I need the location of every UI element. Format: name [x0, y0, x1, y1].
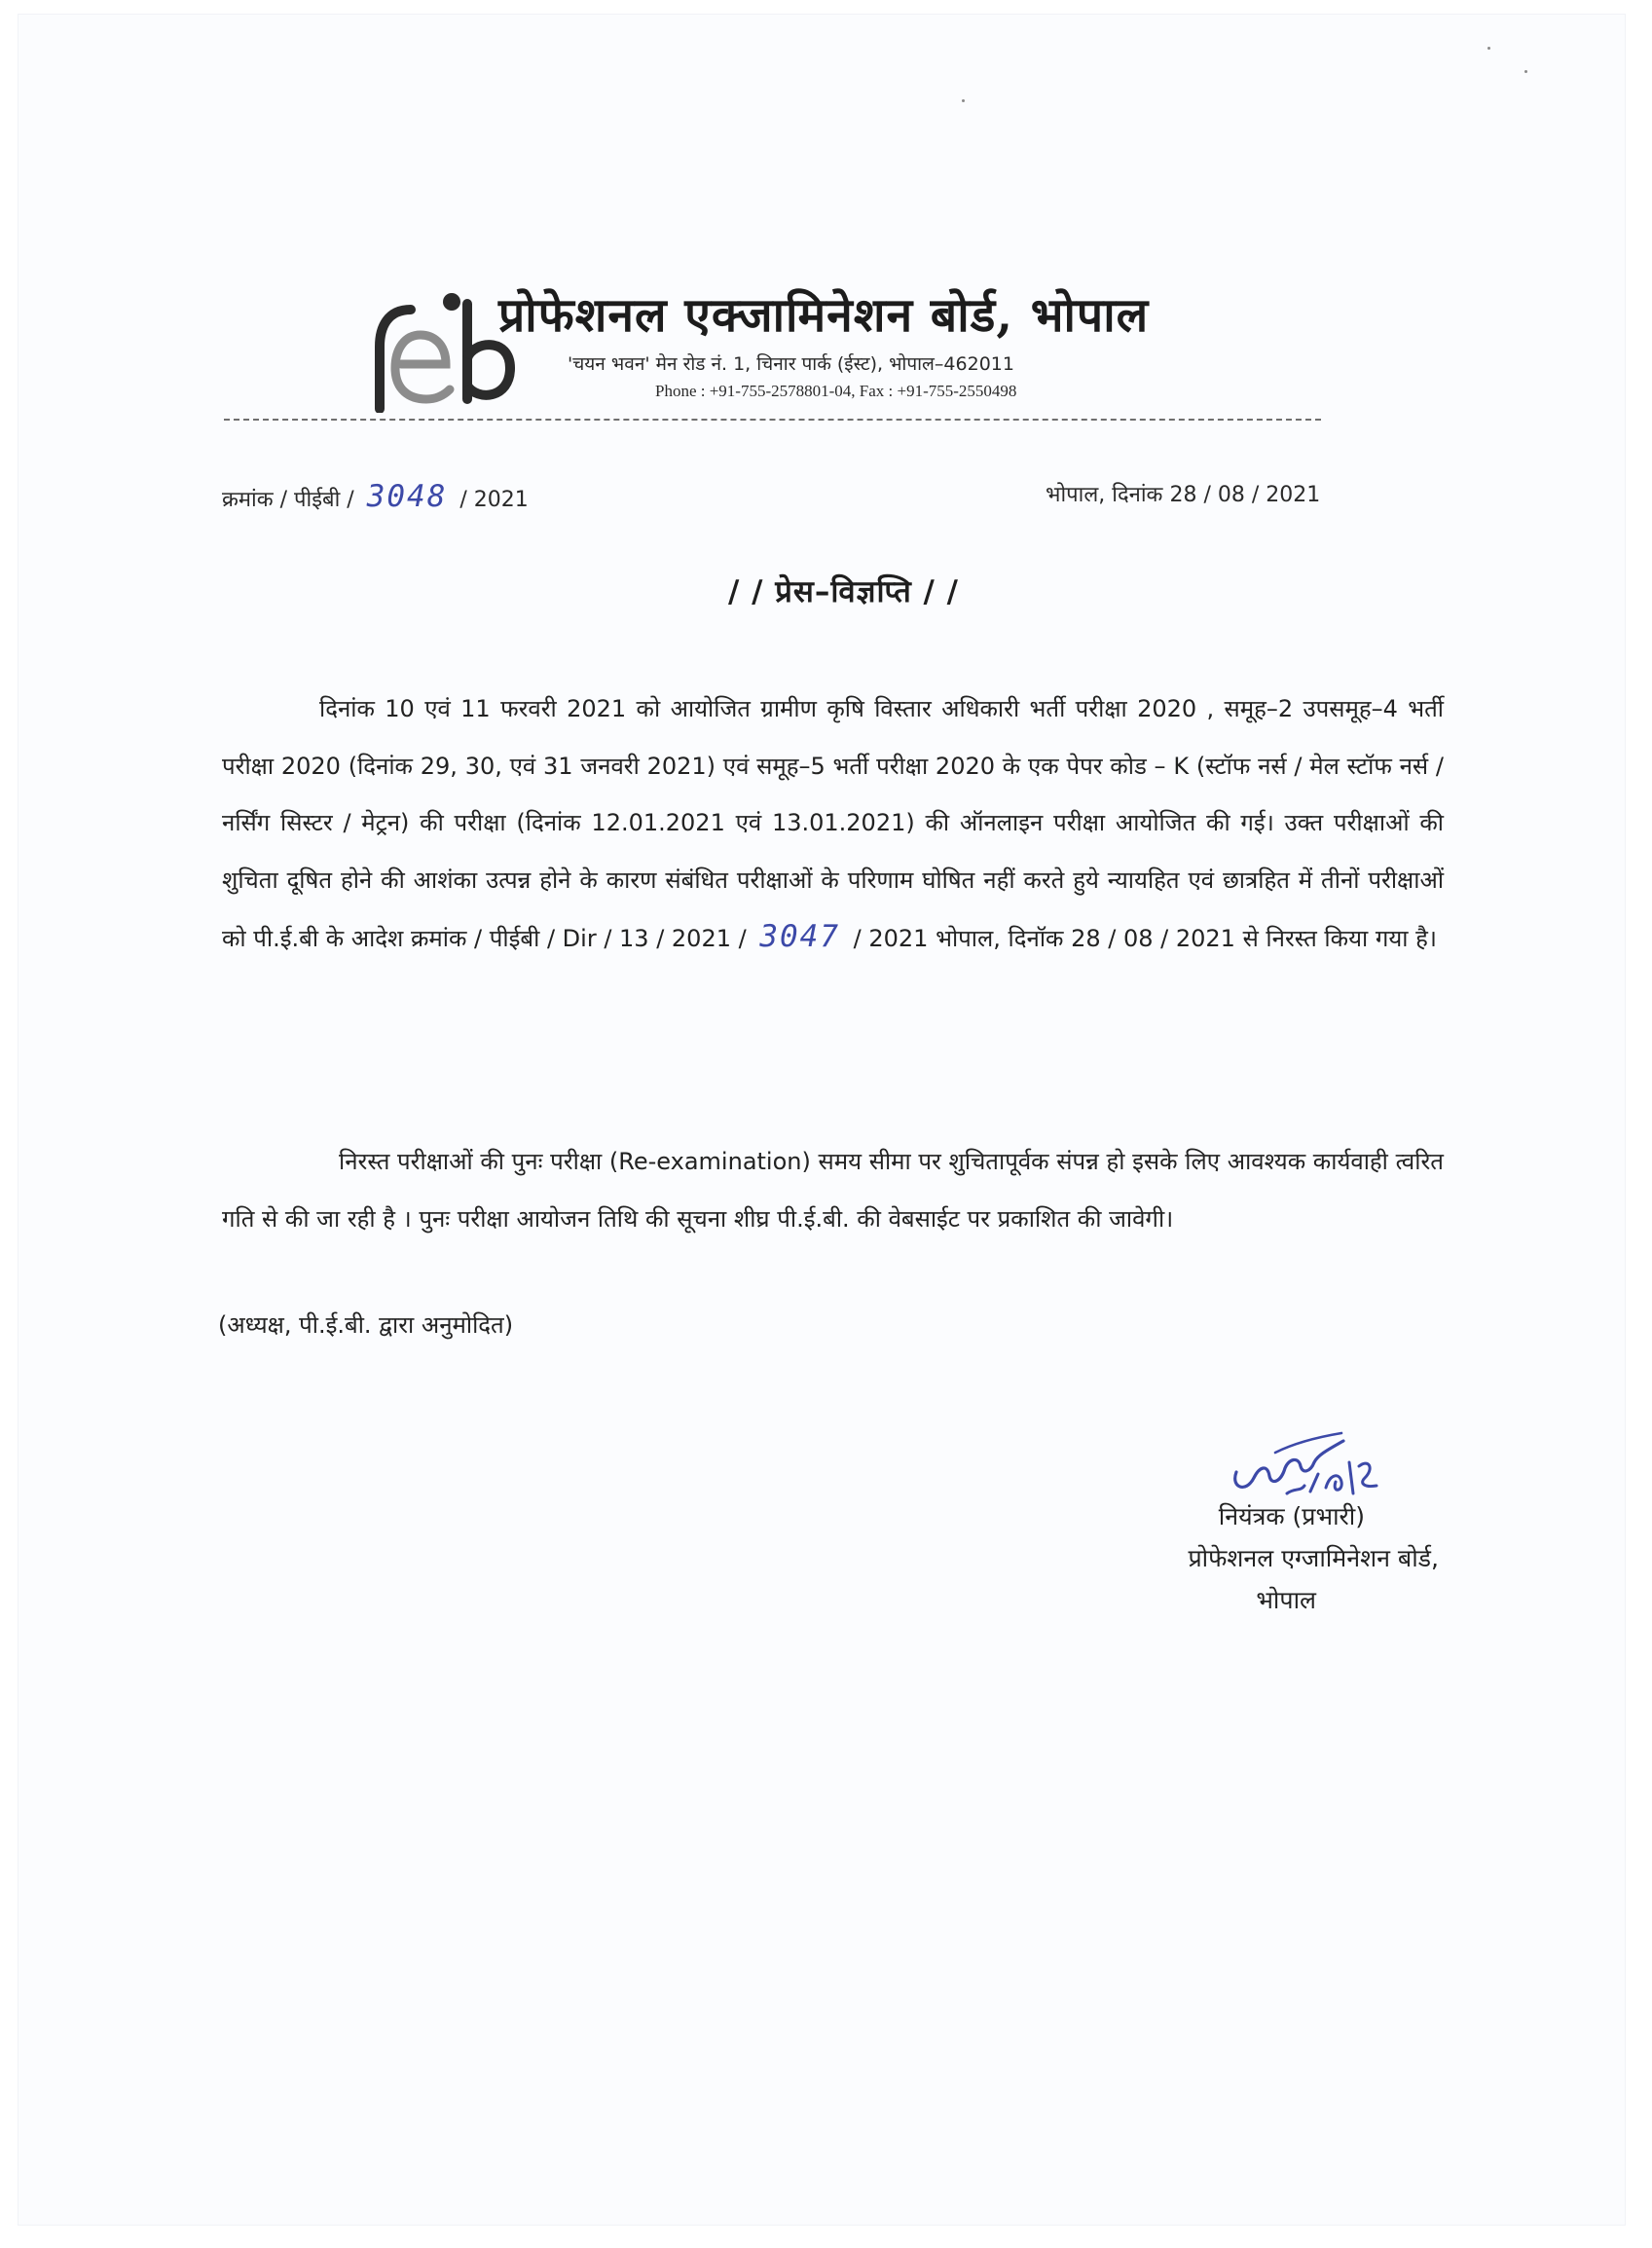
org-address: 'चयन भवन' मेन रोड नं. 1, चिनार पार्क (ईस्ट), भोपाल–462011	[568, 353, 1014, 375]
approval-note: (अध्यक्ष, पी.ई.बी. द्वारा अनुमोदित)	[218, 1311, 514, 1339]
scan-speck	[1524, 70, 1527, 73]
scan-speck	[962, 99, 965, 102]
signatory-org: प्रोफेशनल एग्जामिनेशन बोर्ड,	[1188, 1544, 1439, 1572]
reference-suffix: / 2021	[459, 488, 529, 512]
body-paragraph-2: निरस्त परीक्षाओं की पुनः परीक्षा (Re-examination) समय सीमा पर शुचितापूर्वक संपन्न हो इसके लिए आवश्यक कार्यवाही त्वरित गति से की जा रही है । पुनः परीक्षा आयोजन तिथि की सूचना शीघ्र पी.ई.बी. की वेबसाईट पर प्रकाशित की जावेगी।	[222, 1148, 1444, 1233]
para1-text: दिनांक 10 एवं 11 फरवरी 2021 को आयोजित ग्रामीण कृषि विस्तार अधिकारी भर्ती परीक्षा 2020 , समूह–2 उपसमूह–4 भर्ती परीक्षा 2020 (दिनांक 29, 30, एवं 31 जनवरी 2021) एवं समूह–5 भर्ती परीक्षा 2020 के एक पेपर कोड – K (स्टॉफ नर्स / मेल स्टॉफ नर्स / नर्सिंग सिस्टर / मेट्रन) की परीक्षा (दिनांक 12.01.2021 एवं 13.01.2021) की ऑनलाइन परीक्षा आयोजित की गई। उक्त परीक्षाओं की शुचिता दूषित होने की आशंका उत्पन्न होने के कारण संबंधित परीक्षाओं के परिणाम घोषित नहीं करते हुये न्यायहित एवं छात्रहित में तीनों परीक्षाओं को पी.ई.बी के आदेश क्रमांक / पीईबी / Dir / 13 / 2021 /	[222, 695, 1444, 952]
document-page	[18, 14, 1626, 2226]
place-date-value: 28 / 08 / 2021	[1169, 483, 1321, 507]
place-date	[1046, 479, 1320, 508]
signatory-title: नियंत्रक (प्रभारी)	[1218, 1502, 1365, 1530]
reference-handwritten-number: 3048	[366, 479, 448, 514]
notice-title: / / प्रेस–विज्ञप्ति / /	[728, 574, 959, 609]
place-date-label: भोपाल, दिनांक	[1046, 483, 1163, 507]
org-name: प्रोफेशनल एक्जामिनेशन बोर्ड, भोपाल	[498, 288, 1150, 343]
reference-prefix: क्रमांक / पीईबी /	[222, 488, 354, 512]
para1-end: / 2021 भोपाल, दिनॉक 28 / 08 / 2021 से निरस्त किया गया है।	[853, 925, 1437, 952]
scan-speck	[1487, 47, 1490, 50]
header-divider	[224, 419, 1321, 421]
signatory-block	[1088, 1495, 1439, 1621]
org-phone: Phone : +91-755-2578801-04, Fax : +91-755-2550498	[655, 382, 1017, 400]
peb-logo-icon	[374, 284, 516, 413]
body-paragraph-1	[222, 681, 1444, 968]
reference-number	[222, 479, 529, 514]
signatory-city: भोपाल	[1256, 1586, 1316, 1614]
order-handwritten-number: 3047	[759, 919, 841, 954]
